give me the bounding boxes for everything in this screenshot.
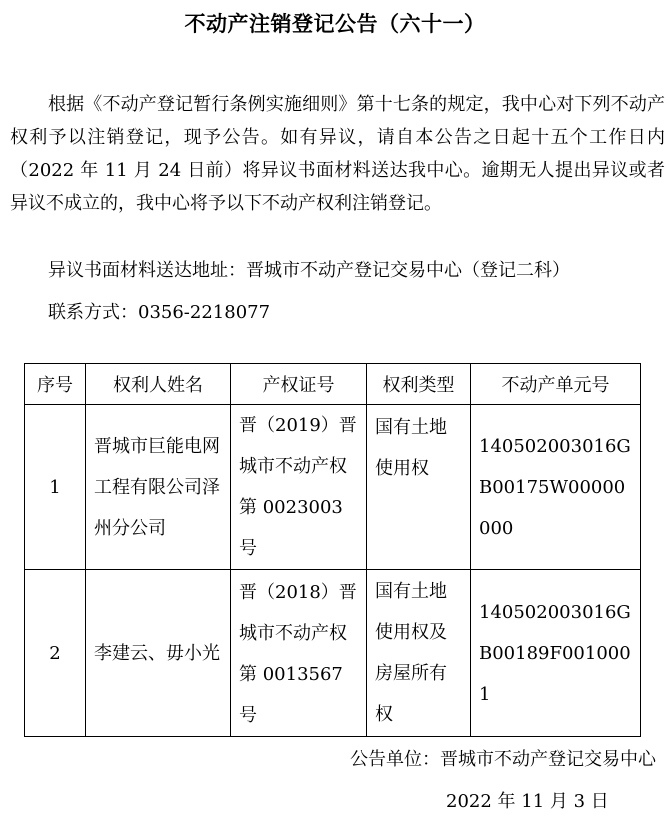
cell-unit-no: 140502003016GB00189F0010001	[471, 570, 641, 737]
table-row	[25, 405, 641, 570]
header-unit-no: 不动产单元号	[471, 364, 641, 405]
objection-address: 异议书面材料送达地址：晋城市不动产登记交易中心（登记二科）	[48, 260, 570, 281]
cancellation-table	[24, 363, 641, 737]
header-cert: 产权证号	[231, 364, 367, 405]
table-row	[25, 570, 641, 737]
cell-no: 1	[25, 405, 86, 570]
issue-date: 2022 年 11 月 3 日	[446, 791, 609, 812]
cell-no: 2	[25, 570, 86, 737]
page-title: 不动产注销登记公告（六十一）	[184, 11, 486, 36]
issuing-unit: 公告单位：晋城市不动产登记交易中心	[350, 749, 656, 770]
table-header-row	[25, 364, 641, 405]
announcement-paragraph: 根据《不动产登记暂行条例实施细则》第十七条的规定，我中心对下列不动产权利予以注销登记，现予公告。如有异议，请自本公告之日起十五个工作日内（2022 年 11 月 24 日前）将异议书面材料送达我中心。逾期无人提出异议或者异议不成立的，我中心将予以下不动产权利注销登记。	[10, 94, 665, 214]
header-holder: 权利人姓名	[86, 364, 231, 405]
cell-right-type: 国有土地使用权	[367, 405, 471, 570]
cell-right-type: 国有土地使用权及房屋所有权	[367, 570, 471, 737]
header-no: 序号	[25, 364, 86, 405]
cell-holder: 李建云、毋小光	[86, 570, 231, 737]
cell-cert: 晋（2019）晋城市不动产权第 0023003 号	[231, 405, 367, 570]
header-right-type: 权利类型	[367, 364, 471, 405]
contact-info: 联系方式：0356-2218077	[48, 302, 271, 323]
cell-cert: 晋（2018）晋城市不动产权第 0013567 号	[231, 570, 367, 737]
cell-unit-no: 140502003016GB00175W00000000	[471, 405, 641, 570]
cell-holder: 晋城市巨能电网工程有限公司泽州分公司	[86, 405, 231, 570]
